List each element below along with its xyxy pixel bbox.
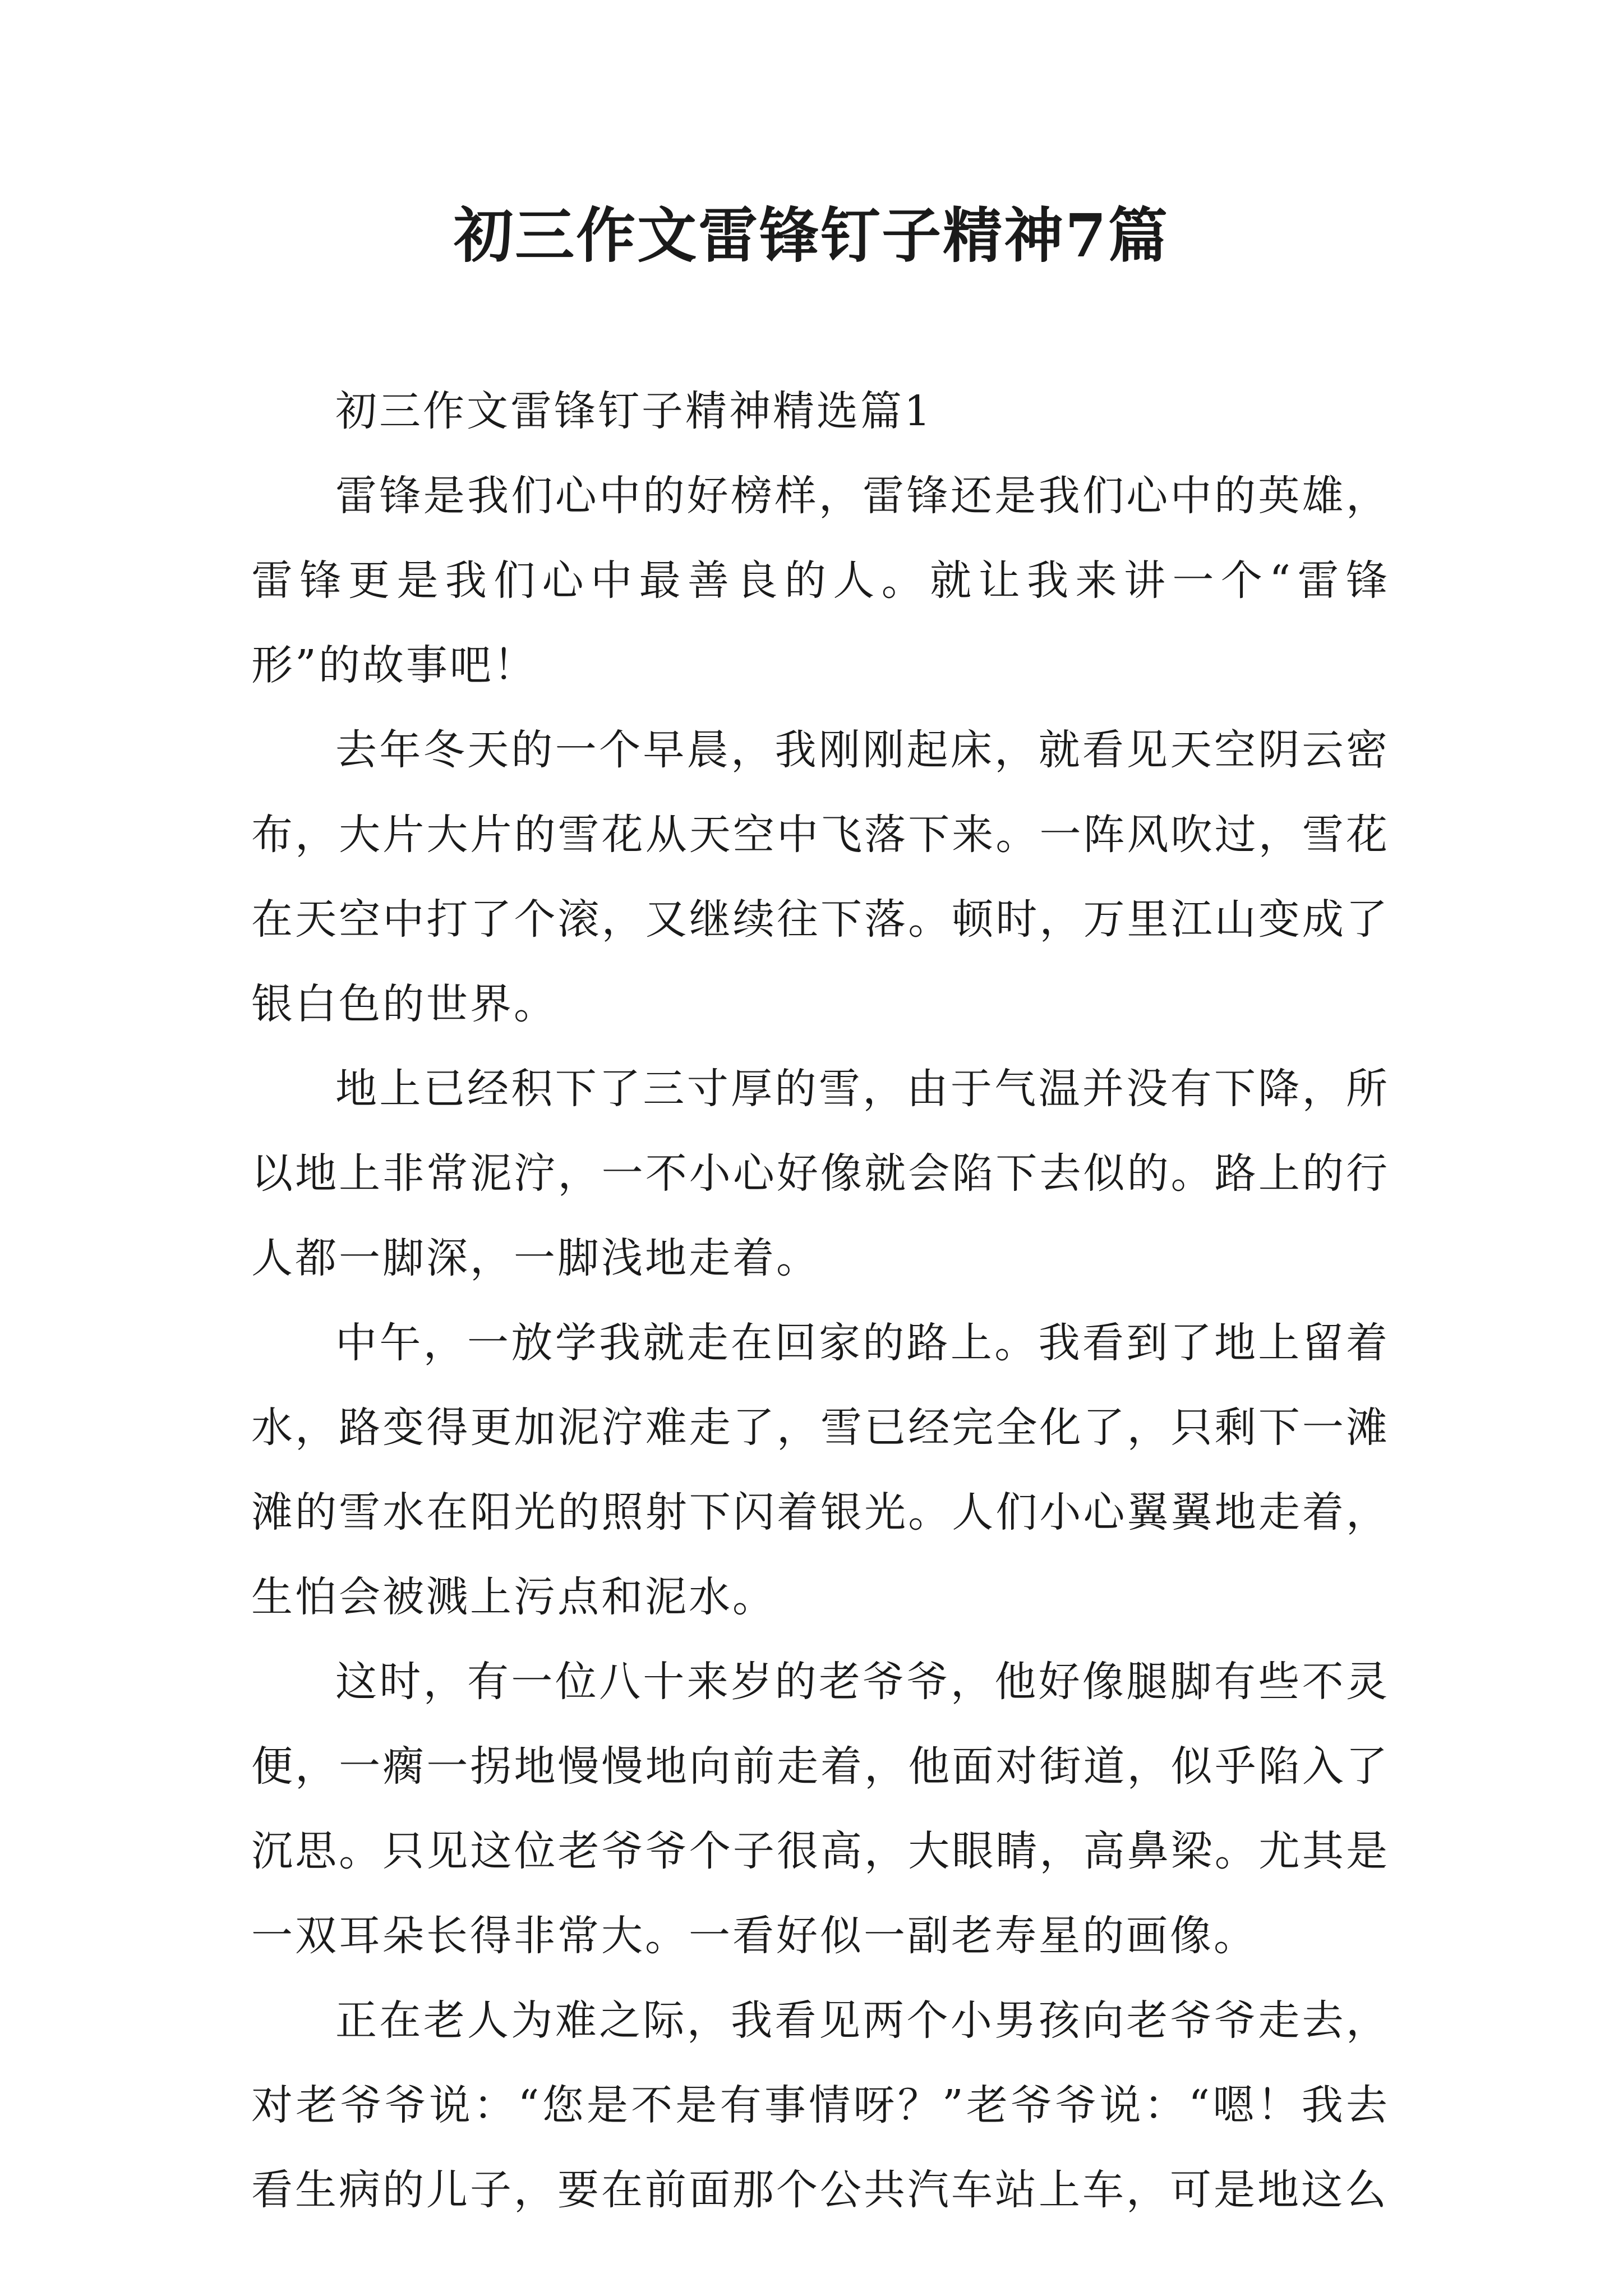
document-title: 初三作文雷锋钉子精神7篇	[454, 200, 1169, 270]
paragraph: 雷锋是我们心中的好榜样，雷锋还是我们心中的英雄，雷锋更是我们心中最善良的人。就让我来讲一个“雷锋形”的故事吧！	[251, 472, 1390, 689]
section-heading: 初三作文雷锋钉子精神精选篇1	[335, 387, 933, 435]
paragraph: 正在老人为难之际，我看见两个小男孩向老爷爷走去，对老爷爷说：“您是不是有事情呀？”老爷爷说：“嗯！我去看生病的儿子，要在前面那个公共汽车站上车，可是地这么	[251, 1996, 1390, 2214]
paragraph: 中午，一放学我就走在回家的路上。我看到了地上留着水，路变得更加泥泞难走了，雪已经完全化了，只剩下一滩滩的雪水在阳光的照射下闪着银光。人们小心翼翼地走着，生怕会被溅上污点和泥水。	[251, 1319, 1390, 1621]
paragraph: 去年冬天的一个早晨，我刚刚起床，就看见天空阴云密布，大片大片的雪花从天空中飞落下来。一阵风吹过，雪花在天空中打了个滚，又继续往下落。顿时，万里江山变成了银白色的世界。	[251, 726, 1390, 1028]
paragraph: 这时，有一位八十来岁的老爷爷，他好像腿脚有些不灵便，一瘸一拐地慢慢地向前走着，他面对街道，似乎陷入了沉思。只见这位老爷爷个子很高，大眼睛，高鼻梁。尤其是一双耳朵长得非常大。一看好似一副老寿星的画像。	[251, 1658, 1390, 1960]
document-body	[251, 369, 1390, 2233]
paragraph: 地上已经积下了三寸厚的雪，由于气温并没有下降，所以地上非常泥泞，一不小心好像就会陷下去似的。路上的行人都一脚深，一脚浅地走着。	[251, 1065, 1390, 1282]
